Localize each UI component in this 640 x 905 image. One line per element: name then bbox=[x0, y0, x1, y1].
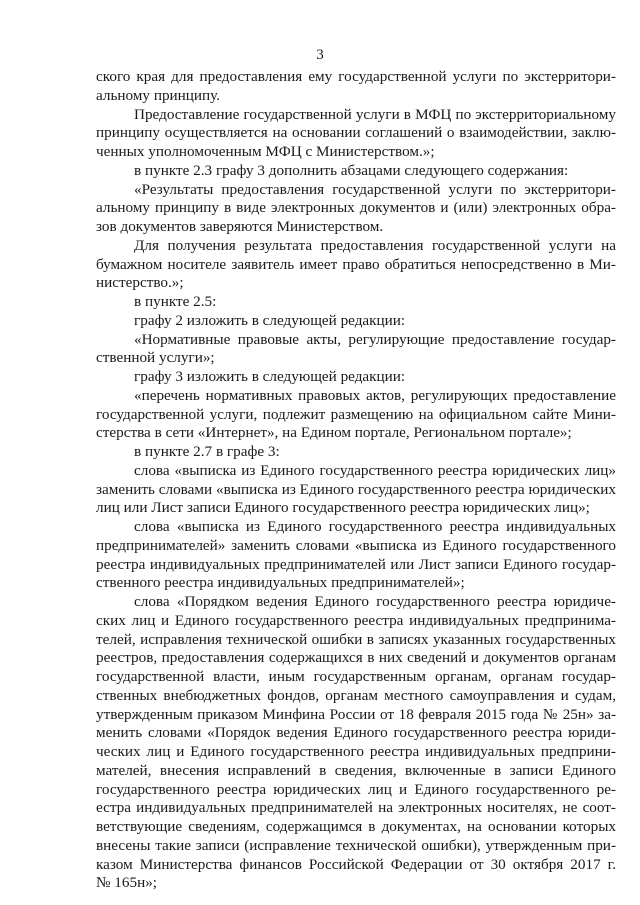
text-line: предпринимателей» заменить словами «выписка из Единого государственного bbox=[96, 536, 616, 554]
text-line: слова «выписка из Единого государственного реестра юридических лиц» bbox=[134, 461, 616, 479]
text-line: казом Министерства финансов Российской Федерации от 30 октября 2017 г. bbox=[96, 855, 616, 873]
text-line: альному принципу в виде электронных документов и (или) электронных обра- bbox=[96, 199, 616, 217]
text-line: естра индивидуальных предпринимателей на электронных носителях, не соот- bbox=[96, 799, 616, 817]
text-line: государственной услуги, подлежит размещению на официальном сайте Мини- bbox=[96, 405, 616, 423]
text-line: ского края для предоставления ему государственной услуги по экстерритори- bbox=[96, 68, 616, 85]
text-line: в пункте 2.7 в графе 3: bbox=[134, 443, 280, 460]
text-line: ственных внебюджетных фондов, органам местного самоуправления и судам, bbox=[96, 686, 616, 704]
text-line: принципу осуществляется на основании соглашений о взаимодействии, заклю- bbox=[96, 124, 616, 142]
text-line: менить словами «Порядок ведения Единого государственного реестра юриди- bbox=[96, 724, 616, 742]
text-line: ственного реестра индивидуальных предпринимателей»; bbox=[96, 574, 465, 592]
text-line: Предоставление государственной услуги в МФЦ по экстерриториальному bbox=[134, 105, 616, 123]
text-line: альному принципу. bbox=[96, 86, 221, 104]
text-line: бумажном носителе заявитель имеет право обратиться непосредственно в Ми- bbox=[96, 255, 616, 273]
text-line: утвержденным приказом Минфина России от 18 февраля 2015 года № 25н» за- bbox=[96, 705, 616, 723]
text-line: ветствующие сведениям, содержащимся в документах, на основании которых bbox=[96, 818, 616, 835]
text-line: «Нормативные правовые акты, регулирующие предоставление государ- bbox=[134, 330, 616, 348]
text-line: стерства в сети «Интернет», на Едином портале, Региональном портале»; bbox=[96, 424, 572, 442]
text-line: государственной власти, иным государственным органам, органам государ- bbox=[96, 668, 616, 685]
text-line: нистерство.»; bbox=[96, 274, 184, 292]
text-line: телей, исправления технической ошибки в записях указанных государственных bbox=[96, 630, 616, 648]
text-line: зов документов заверяются Министерством. bbox=[96, 218, 384, 235]
text-line: «Результаты предоставления государственной услуги по экстерритори- bbox=[134, 180, 616, 198]
text-line: «перечень нормативных правовых актов, регулирующих предоставление bbox=[134, 386, 616, 404]
text-line: Для получения результата предоставления государственной услуги на bbox=[134, 236, 616, 254]
text-line: ственной услуги»; bbox=[96, 349, 215, 367]
text-line: лиц или Лист записи Единого государственного реестра юридических лиц»; bbox=[96, 499, 590, 517]
text-line: слова «выписка из Единого государственного реестра индивидуальных bbox=[134, 518, 616, 535]
text-line: в пункте 2.3 графу 3 дополнить абзацами следующего содержания: bbox=[134, 161, 569, 179]
text-line: ченных уполномоченным МФЦ с Министерством.»; bbox=[96, 143, 435, 160]
text-line: в пункте 2.5: bbox=[134, 293, 217, 310]
text-line: мателей, внесения исправлений в сведения, включенные в записи Единого bbox=[96, 761, 616, 779]
text-line: графу 3 изложить в следующей редакции: bbox=[134, 368, 406, 385]
text-line: графу 2 изложить в следующей редакции: bbox=[134, 311, 406, 329]
text-line: заменить словами «выписка из Единого государственного реестра юридических bbox=[96, 480, 616, 498]
text-line: государственного реестра юридических лиц и Единого государственного ре- bbox=[96, 780, 616, 798]
text-line: реестров, предоставления содержащихся в них сведений и документов органам bbox=[96, 649, 616, 667]
text-line: ских лиц и Единого государственного реестра индивидуальных предпринима- bbox=[96, 611, 616, 629]
text-line: № 165н»; bbox=[96, 874, 158, 892]
text-line: слова «Порядком ведения Единого государственного реестра юридиче- bbox=[134, 593, 616, 610]
text-line: внесены такие записи (исправление технической ошибки), утвержденным при- bbox=[96, 836, 616, 854]
page-number: 3 bbox=[316, 47, 324, 63]
text-line: реестра индивидуальных предпринимателей или Лист записи Единого государ- bbox=[96, 555, 616, 573]
text-line: ческих лиц и Единого государственного реестра индивидуальных предприни- bbox=[96, 743, 616, 760]
